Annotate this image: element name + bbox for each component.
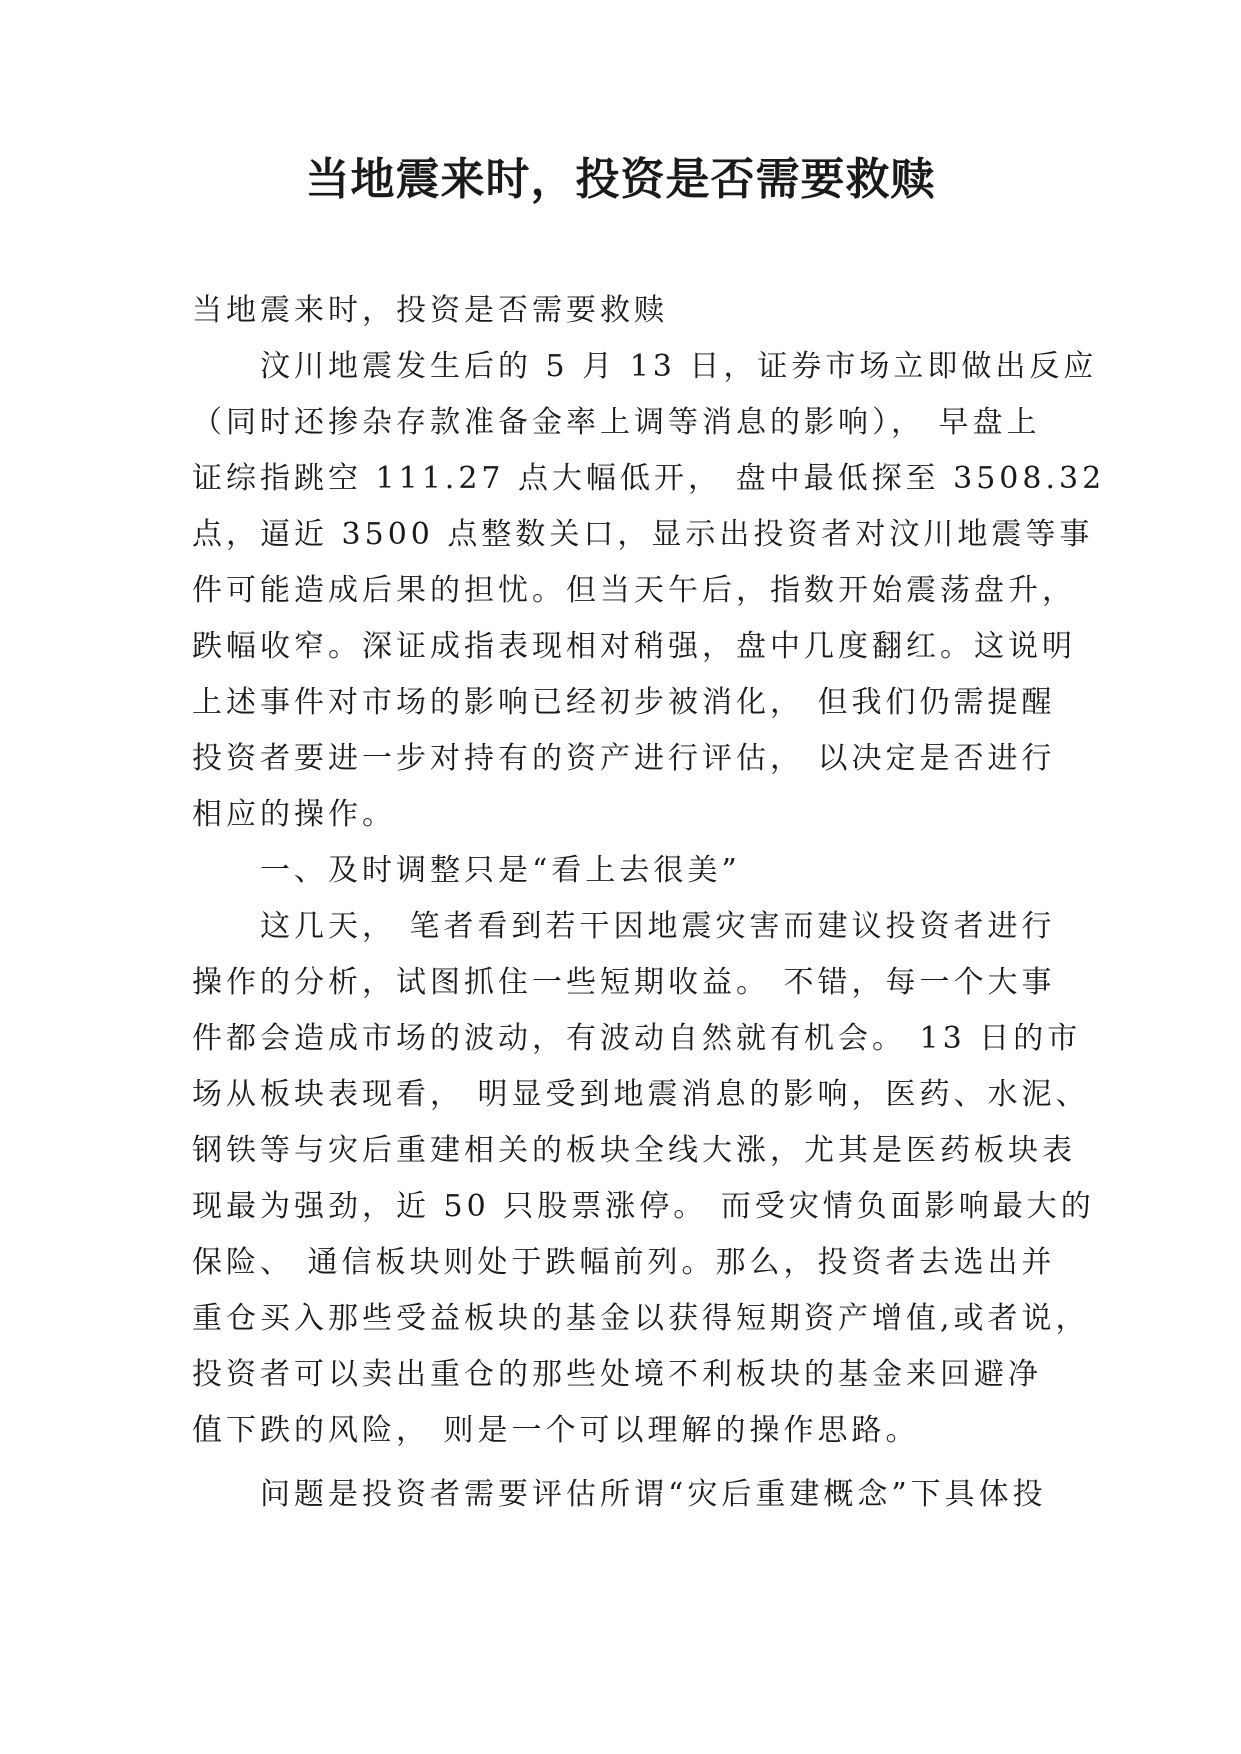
body-line: 场从板块表现看， 明显受到地震消息的影响，医药、水泥、 [192, 1077, 1090, 1112]
body-line: （同时还掺杂存款准备金率上调等消息的影响）， 早盘上 [192, 405, 1041, 440]
body-line: 跌幅收窄。深证成指表现相对稍强，盘中几度翻红。这说明 [192, 629, 1076, 664]
body-line: 值下跌的风险， 则是一个可以理解的操作思路。 [192, 1413, 920, 1448]
section-heading: 一、及时调整只是“看上去很美” [192, 853, 741, 888]
body-line: 重仓买入那些受益板块的基金以获得短期资产增值,或者说， [192, 1301, 1090, 1336]
body-line: 问题是投资者需要评估所谓“灾后重建概念”下具体投 [192, 1477, 1047, 1512]
document-title: 当地震来时，投资是否需要救赎 [305, 154, 936, 205]
body-line: 当地震来时，投资是否需要救赎 [192, 293, 668, 328]
body-line: 投资者可以卖出重仓的那些处境不利板块的基金来回避净 [192, 1357, 1042, 1392]
body-line: 保险、 通信板块则处于跌幅前列。那么，投资者去选出并 [192, 1245, 1056, 1280]
body-line: 相应的操作。 [192, 797, 396, 832]
document-body [192, 283, 1106, 1523]
body-line: 件可能造成后果的担忧。但当天午后，指数开始震荡盘升， [192, 573, 1076, 608]
body-line: 点，逼近 3500 点整数关口，显示出投资者对汶川地震等事 [192, 517, 1094, 552]
body-line: 这几天， 笔者看到若干因地震灾害而建议投资者进行 [192, 909, 1056, 944]
body-line: 钢铁等与灾后重建相关的板块全线大涨，尤其是医药板块表 [192, 1133, 1076, 1168]
body-line: 上述事件对市场的影响已经初步被消化， 但我们仍需提醒 [192, 685, 1056, 720]
paragraph-gap [192, 1459, 1052, 1467]
body-line: 件都会造成市场的波动，有波动自然就有机会。 13 日的市 [192, 1021, 1082, 1056]
body-line: 现最为强劲，近 50 只股票涨停。 而受灾情负面影响最大的 [192, 1189, 1095, 1224]
body-line: 证综指跳空 111.27 点大幅低开， 盘中最低探至 3508.32 [192, 461, 1106, 496]
body-line: 投资者要进一步对持有的资产进行评估， 以决定是否进行 [192, 741, 1056, 776]
body-line: 汶川地震发生后的 5 月 13 日，证券市场立即做出反应 [192, 349, 1098, 384]
body-line: 操作的分析，试图抓住一些短期收益。 不错，每一个大事 [192, 965, 1056, 1000]
